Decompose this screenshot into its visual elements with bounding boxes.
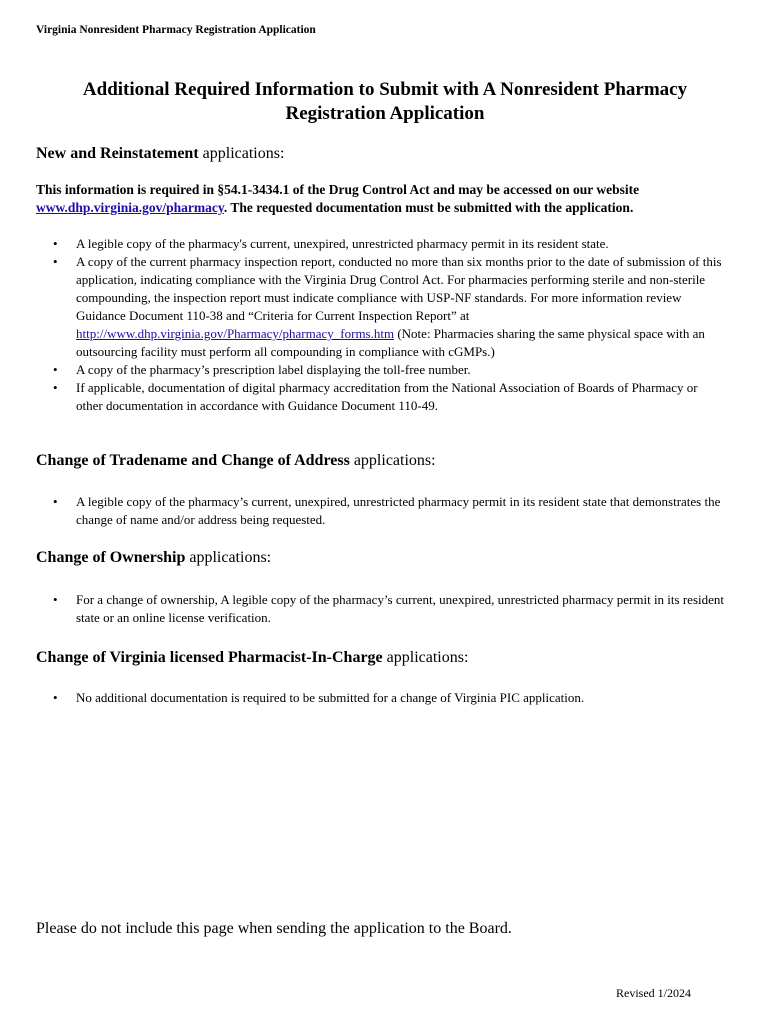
list-item-text: If applicable, documentation of digital pharmacy accreditation from the National Association of Boards of Pharmacy or other documentation in accordance with Guidance Document 110-49.	[76, 380, 698, 413]
page-title	[20, 78, 750, 126]
list-item	[36, 591, 726, 627]
section-heading-pic-rest: applications:	[382, 649, 469, 666]
list-item	[36, 379, 726, 415]
pic-requirements-list	[36, 689, 726, 707]
list-item	[36, 253, 726, 361]
intro-text-1: This information is required in §54.1-3434.1 of the Drug Control Act and may be accessed on our website	[36, 182, 640, 197]
list-item	[36, 689, 726, 707]
section-heading-ownership-bold: Change of Ownership	[36, 549, 186, 566]
section-heading-ownership	[36, 548, 271, 568]
section-heading-new-rest: applications:	[198, 145, 285, 162]
section-heading-new-bold: New and Reinstatement	[36, 145, 199, 162]
bullet-icon: •	[53, 690, 58, 705]
dhp-pharmacy-link[interactable]: www.dhp.virginia.gov/pharmacy	[36, 200, 224, 215]
list-item-text: (Note: Pharmacies sharing the same physical space with an outsourcing facility must perform all compounding in compliance with cGMPs.)	[76, 326, 705, 359]
bullet-icon: •	[53, 362, 58, 377]
ownership-requirements-list	[36, 591, 726, 627]
section-heading-pic	[36, 648, 468, 668]
running-header: Virginia Nonresident Pharmacy Registration Application	[36, 24, 316, 36]
list-item	[36, 235, 726, 253]
section-heading-new	[36, 144, 284, 164]
list-item-text: A copy of the current pharmacy inspection report, conducted no more than six months prior to the date of submission of this application, indicating compliance with the Virginia Drug Control Act. For pharmacies performing sterile and non-sterile compounding, the inspection report must indicate compliance with USP-NF standards. For more information review Guidance Document 110-38 and “Criteria for Current Inspection Report” at	[76, 254, 722, 323]
section-heading-ownership-rest: applications:	[185, 549, 272, 566]
list-item	[36, 361, 726, 379]
bullet-icon: •	[53, 380, 58, 395]
intro-text-2: . The requested documentation must be submitted with the application.	[223, 200, 634, 215]
section-heading-pic-bold: Change of Virginia licensed Pharmacist-In-Charge	[36, 649, 383, 666]
section-heading-tradename-bold: Change of Tradename and Change of Address	[36, 452, 350, 469]
list-item-text: A legible copy of the pharmacy's current, unexpired, unrestricted pharmacy permit in its resident state.	[76, 236, 609, 251]
new-intro-paragraph	[36, 181, 736, 217]
bullet-icon: •	[53, 254, 58, 269]
closing-note: Please do not include this page when sending the application to the Board.	[36, 920, 512, 937]
revision-date: Revised 1/2024	[616, 986, 691, 1000]
section-heading-tradename	[36, 451, 436, 471]
bullet-icon: •	[53, 592, 58, 607]
list-item-text: A copy of the pharmacy’s prescription label displaying the toll-free number.	[76, 362, 471, 377]
page-title-line-2: Registration Application	[285, 103, 485, 124]
list-item-text: For a change of ownership, A legible copy of the pharmacy’s current, unexpired, unrestricted pharmacy permit in its resident state or an online license verification.	[76, 592, 724, 625]
bullet-icon: •	[53, 494, 58, 509]
section-heading-tradename-rest: applications:	[349, 452, 436, 469]
list-item-text: No additional documentation is required to be submitted for a change of Virginia PIC application.	[76, 690, 585, 705]
tradename-requirements-list	[36, 493, 726, 529]
bullet-icon: •	[53, 236, 58, 251]
new-requirements-list	[36, 235, 726, 415]
pharmacy-forms-link[interactable]: http://www.dhp.virginia.gov/Pharmacy/pharmacy_forms.htm	[76, 326, 395, 341]
list-item-text: A legible copy of the pharmacy’s current, unexpired, unrestricted pharmacy permit in its resident state that demonstrates the change of name and/or address being requested.	[76, 494, 721, 527]
page-title-line-1: Additional Required Information to Submit with A Nonresident Pharmacy	[82, 79, 688, 100]
list-item	[36, 493, 726, 529]
